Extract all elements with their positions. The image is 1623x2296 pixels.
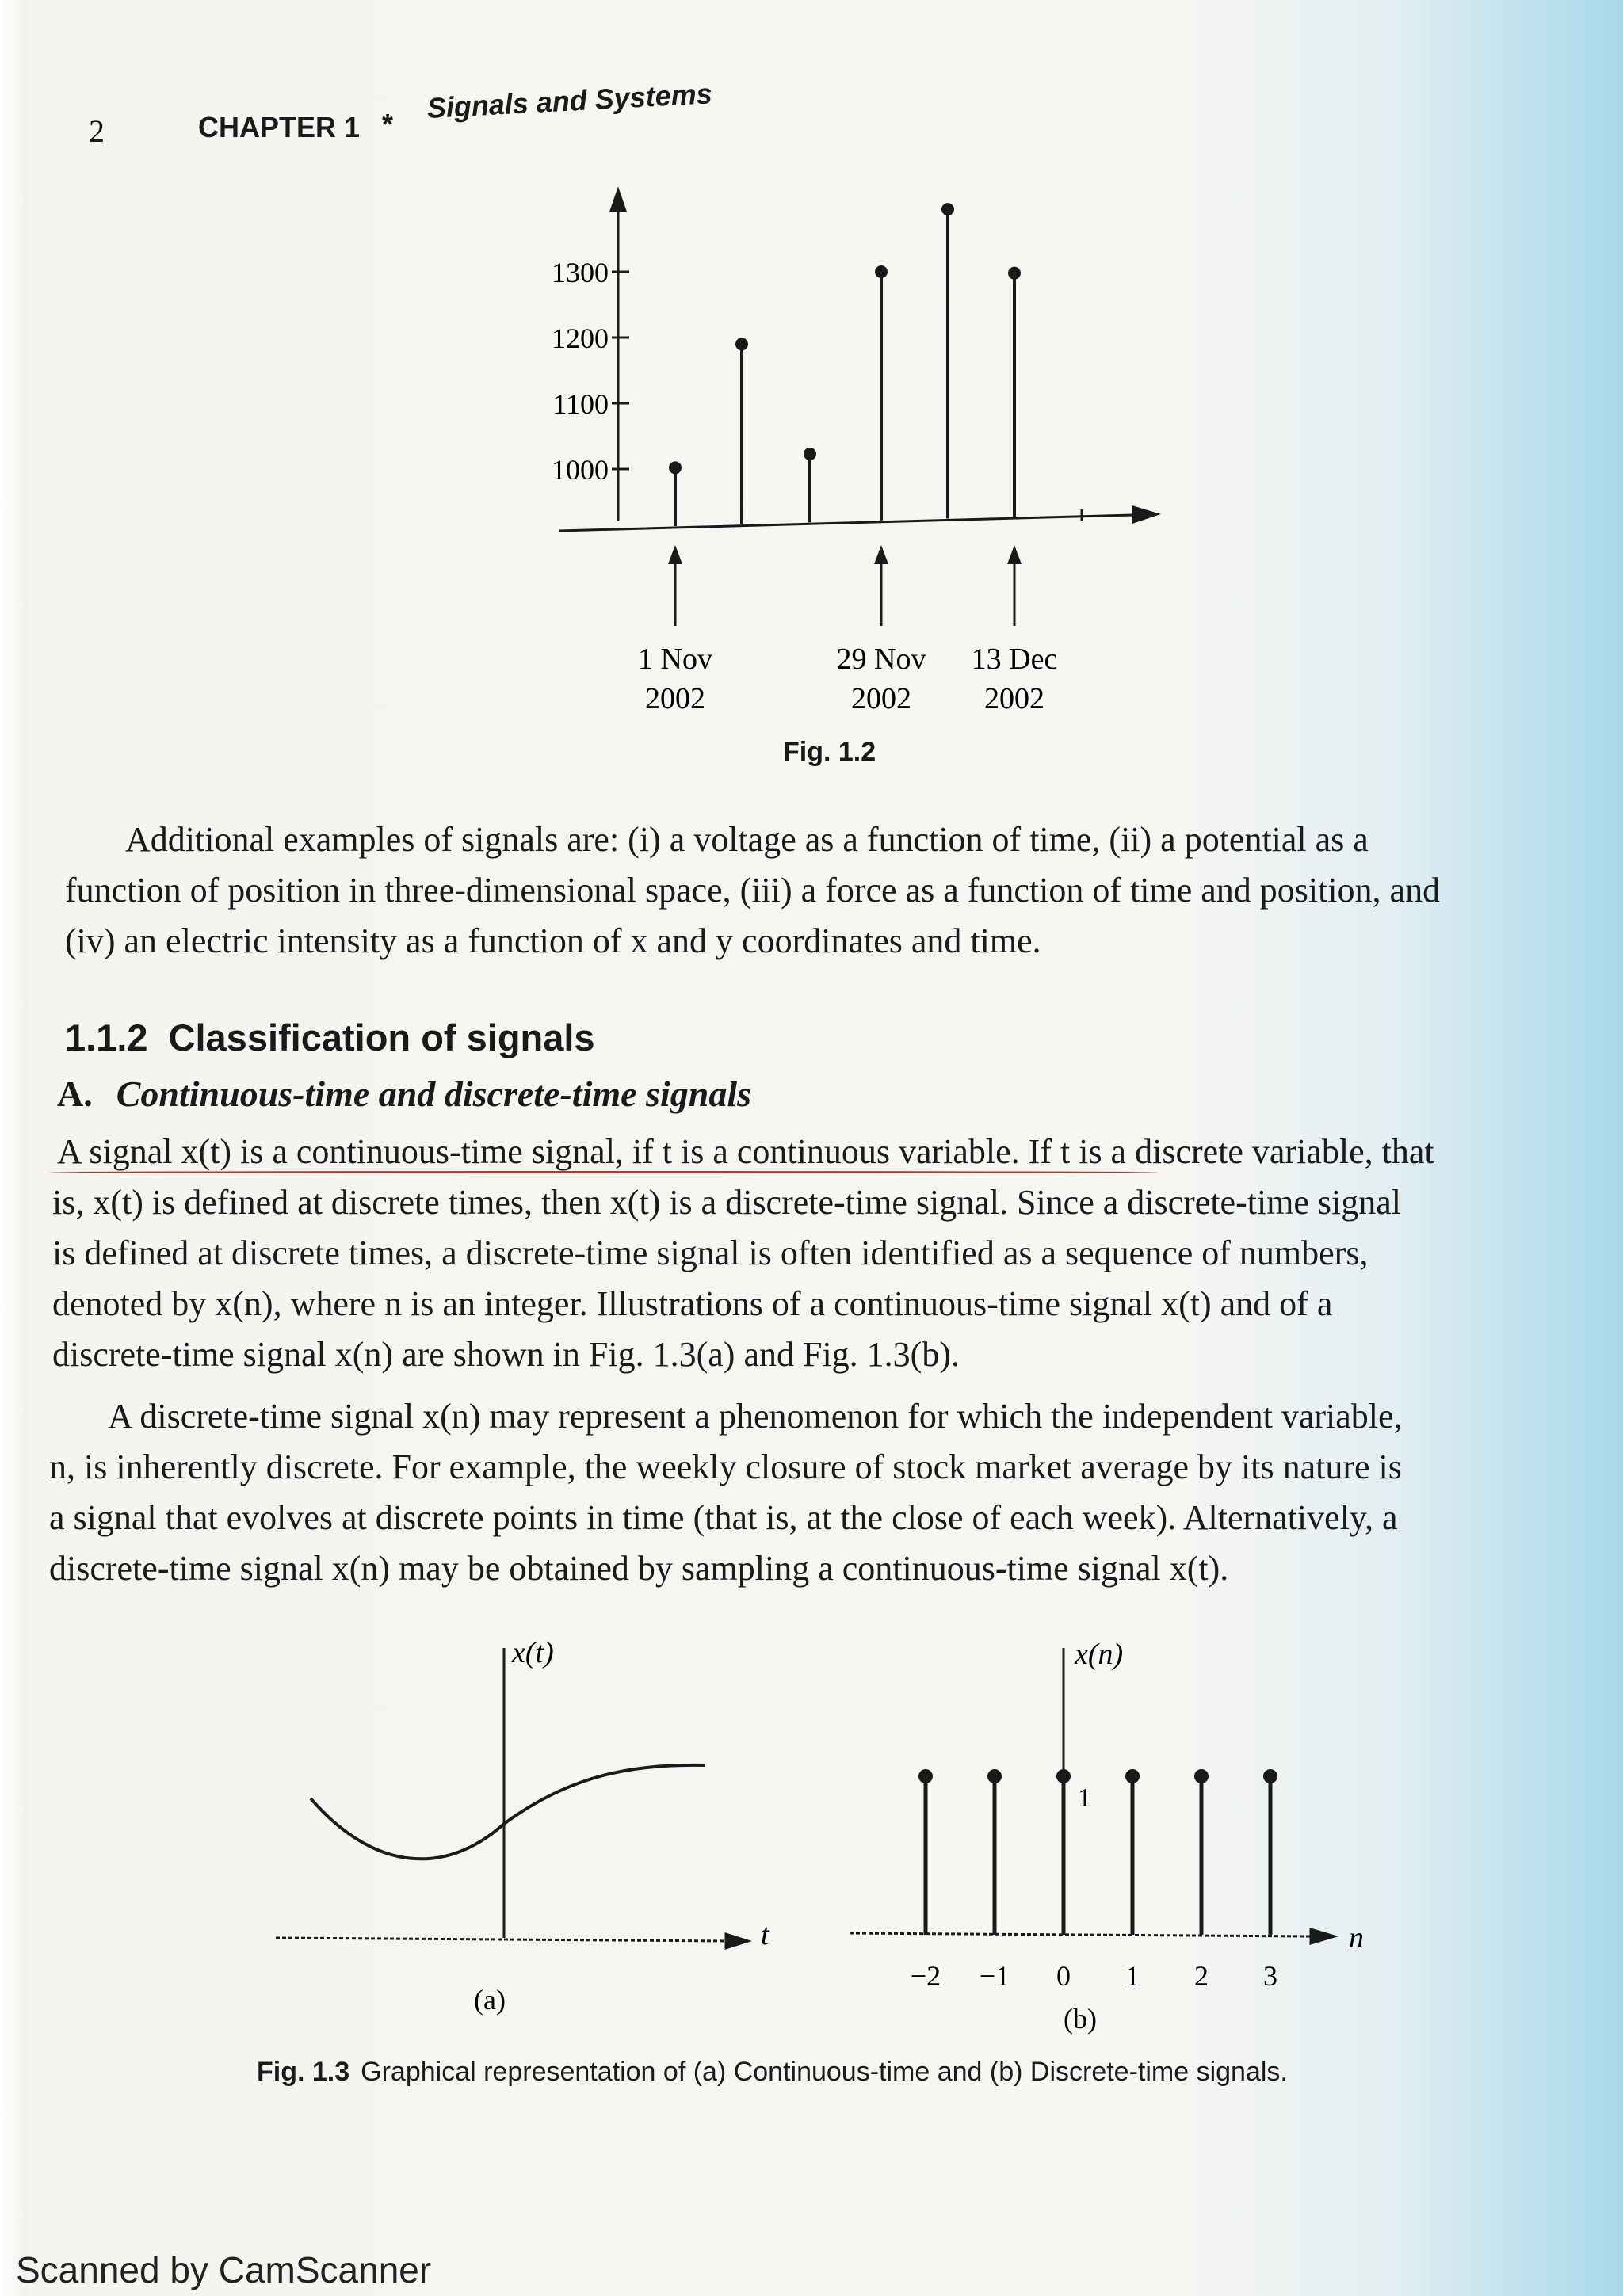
fig-1-2-stem-dot: [875, 265, 888, 278]
subsection-title: Continuous-time and discrete-time signals: [116, 1074, 752, 1114]
fig-1-3a-axes: [276, 1648, 748, 1948]
paragraph-1-line-1: Additional examples of signals are: (i) a voltage as a function of time, (ii) a potential as a: [125, 820, 1369, 859]
fig-1-3b-n-tick-label: 1: [1125, 1960, 1140, 1992]
fig-1-3b-stem-dot: [1263, 1769, 1277, 1783]
fig-1-2-caption: Fig. 1.2: [783, 737, 876, 767]
fig-1-2-date-pointer-head: [874, 545, 888, 564]
fig-1-2-stem-dot: [735, 338, 748, 350]
fig-1-3b-n-tick-label: −2: [910, 1960, 941, 1992]
fig-1-3b-y-label: x(n): [1075, 1638, 1124, 1671]
paragraph-2-line-4: denoted by x(n), where n is an integer. Illustrations of a continuous-time signal x(t) and of a: [52, 1284, 1333, 1323]
chapter-separator: *: [382, 108, 394, 140]
fig-1-2-date-label-year: 2002: [851, 682, 911, 715]
fig-1-2-stem-dot: [1008, 267, 1021, 280]
fig-1-3b-stem-dot: [918, 1769, 933, 1783]
chapter-label: CHAPTER 1: [198, 111, 361, 143]
fig-1-2-date-label-day: 13 Dec: [971, 643, 1058, 676]
fig-1-2-date-pointer-head: [1007, 545, 1022, 564]
scanner-watermark: Scanned by CamScanner: [16, 2249, 432, 2290]
fig-1-3a-panel-label: (a): [474, 1984, 506, 2016]
chapter-title: Signals and Systems: [426, 77, 713, 125]
fig-1-2-y-tick-label: 1300: [552, 257, 609, 288]
fig-1-3b-stem-dot: [1056, 1769, 1071, 1783]
fig-1-2-chart: [0, 0, 1623, 761]
fig-1-3b-stem-dot: [1194, 1769, 1209, 1783]
subsection-heading: [57, 1073, 751, 1115]
fig-1-3-chart: [0, 1616, 1623, 2060]
section-title: Classification of signals: [168, 1016, 595, 1058]
fig-1-3b-x-label: n: [1349, 1921, 1364, 1955]
paragraph-2-line-1: A signal x(t) is a continuous-time signal, if t is a continuous variable. If t is a discrete variable, that: [57, 1132, 1434, 1171]
paragraph-1-line-2: function of position in three-dimensional space, (iii) a force as a function of time and position, and: [65, 871, 1441, 910]
fig-1-3b-n-tick-label: 3: [1263, 1960, 1277, 1992]
paragraph-2-line-3: is defined at discrete times, a discrete-time signal is often identified as a sequence of numbers,: [52, 1234, 1369, 1272]
fig-1-2-date-label-day: 1 Nov: [638, 643, 712, 676]
section-heading: [65, 1016, 595, 1059]
subsection-letter: A.: [57, 1074, 93, 1114]
paragraph-3-line-2: n, is inherently discrete. For example, the weekly closure of stock market average by its nature is: [49, 1447, 1402, 1486]
fig-1-3b-n-tick-label: 0: [1056, 1960, 1071, 1992]
fig-1-2-date-label-year: 2002: [984, 682, 1044, 715]
fig-1-2-date-label-year: 2002: [645, 682, 705, 715]
fig-1-2-stem-dot: [941, 203, 954, 215]
fig-1-2-date-pointer-head: [668, 545, 682, 564]
fig-1-3a-curve: [311, 1765, 705, 1859]
fig-1-3-caption-text: Graphical representation of (a) Continuous-time and (b) Discrete-time signals.: [361, 2057, 1288, 2087]
fig-1-3b-axes: [850, 1648, 1335, 1943]
fig-1-2-x-arrowhead: [1133, 507, 1157, 522]
paragraph-3-line-4: discrete-time signal x(n) may be obtained by sampling a continuous-time signal x(t).: [49, 1549, 1229, 1588]
fig-1-3b-stem-dot: [987, 1769, 1002, 1783]
paragraph-3-line-3: a signal that evolves at discrete points in time (that is, at the close of each week). Alternatively, a: [49, 1498, 1398, 1537]
paragraph-3-line-1: A discrete-time signal x(n) may represent a phenomenon for which the independent variable,: [108, 1397, 1403, 1436]
fig-1-2-x-axis: [559, 515, 1133, 531]
fig-1-3b-value-label: 1: [1078, 1783, 1091, 1813]
fig-1-2-date-label-day: 29 Nov: [836, 643, 926, 676]
fig-1-2-stem-dot: [804, 448, 816, 460]
section-number: 1.1.2: [65, 1016, 148, 1058]
fig-1-3a-y-label: x(t): [512, 1636, 554, 1669]
fig-1-3b-n-tick-label: 2: [1194, 1960, 1209, 1992]
paragraph-1-line-3: (iv) an electric intensity as a function of x and y coordinates and time.: [65, 921, 1041, 960]
fig-1-2-y-tick-label: 1100: [552, 388, 609, 420]
fig-1-3b-n-tick-label: −1: [979, 1960, 1010, 1992]
page-number: 2: [89, 113, 105, 149]
fig-1-3-caption-label: Fig. 1.3: [257, 2057, 350, 2087]
fig-1-2-y-tick-label: 1200: [552, 322, 609, 354]
fig-1-2-y-tick-label: 1000: [552, 454, 609, 486]
fig-1-3-caption: [257, 2057, 1288, 2088]
fig-1-3b-panel-label: (b): [1064, 2003, 1097, 2035]
handwritten-underline: [49, 1171, 1159, 1173]
fig-1-3a-x-label: t: [761, 1918, 769, 1951]
paragraph-2-line-5: discrete-time signal x(n) are shown in Fig. 1.3(a) and Fig. 1.3(b).: [52, 1335, 960, 1374]
fig-1-2-stem-dot: [669, 461, 682, 474]
fig-1-3b-stem-dot: [1125, 1769, 1140, 1783]
fig-1-2-y-arrowhead: [611, 190, 625, 211]
paragraph-2-line-2: is, x(t) is defined at discrete times, then x(t) is a discrete-time signal. Since a discrete-time signal: [52, 1183, 1402, 1222]
